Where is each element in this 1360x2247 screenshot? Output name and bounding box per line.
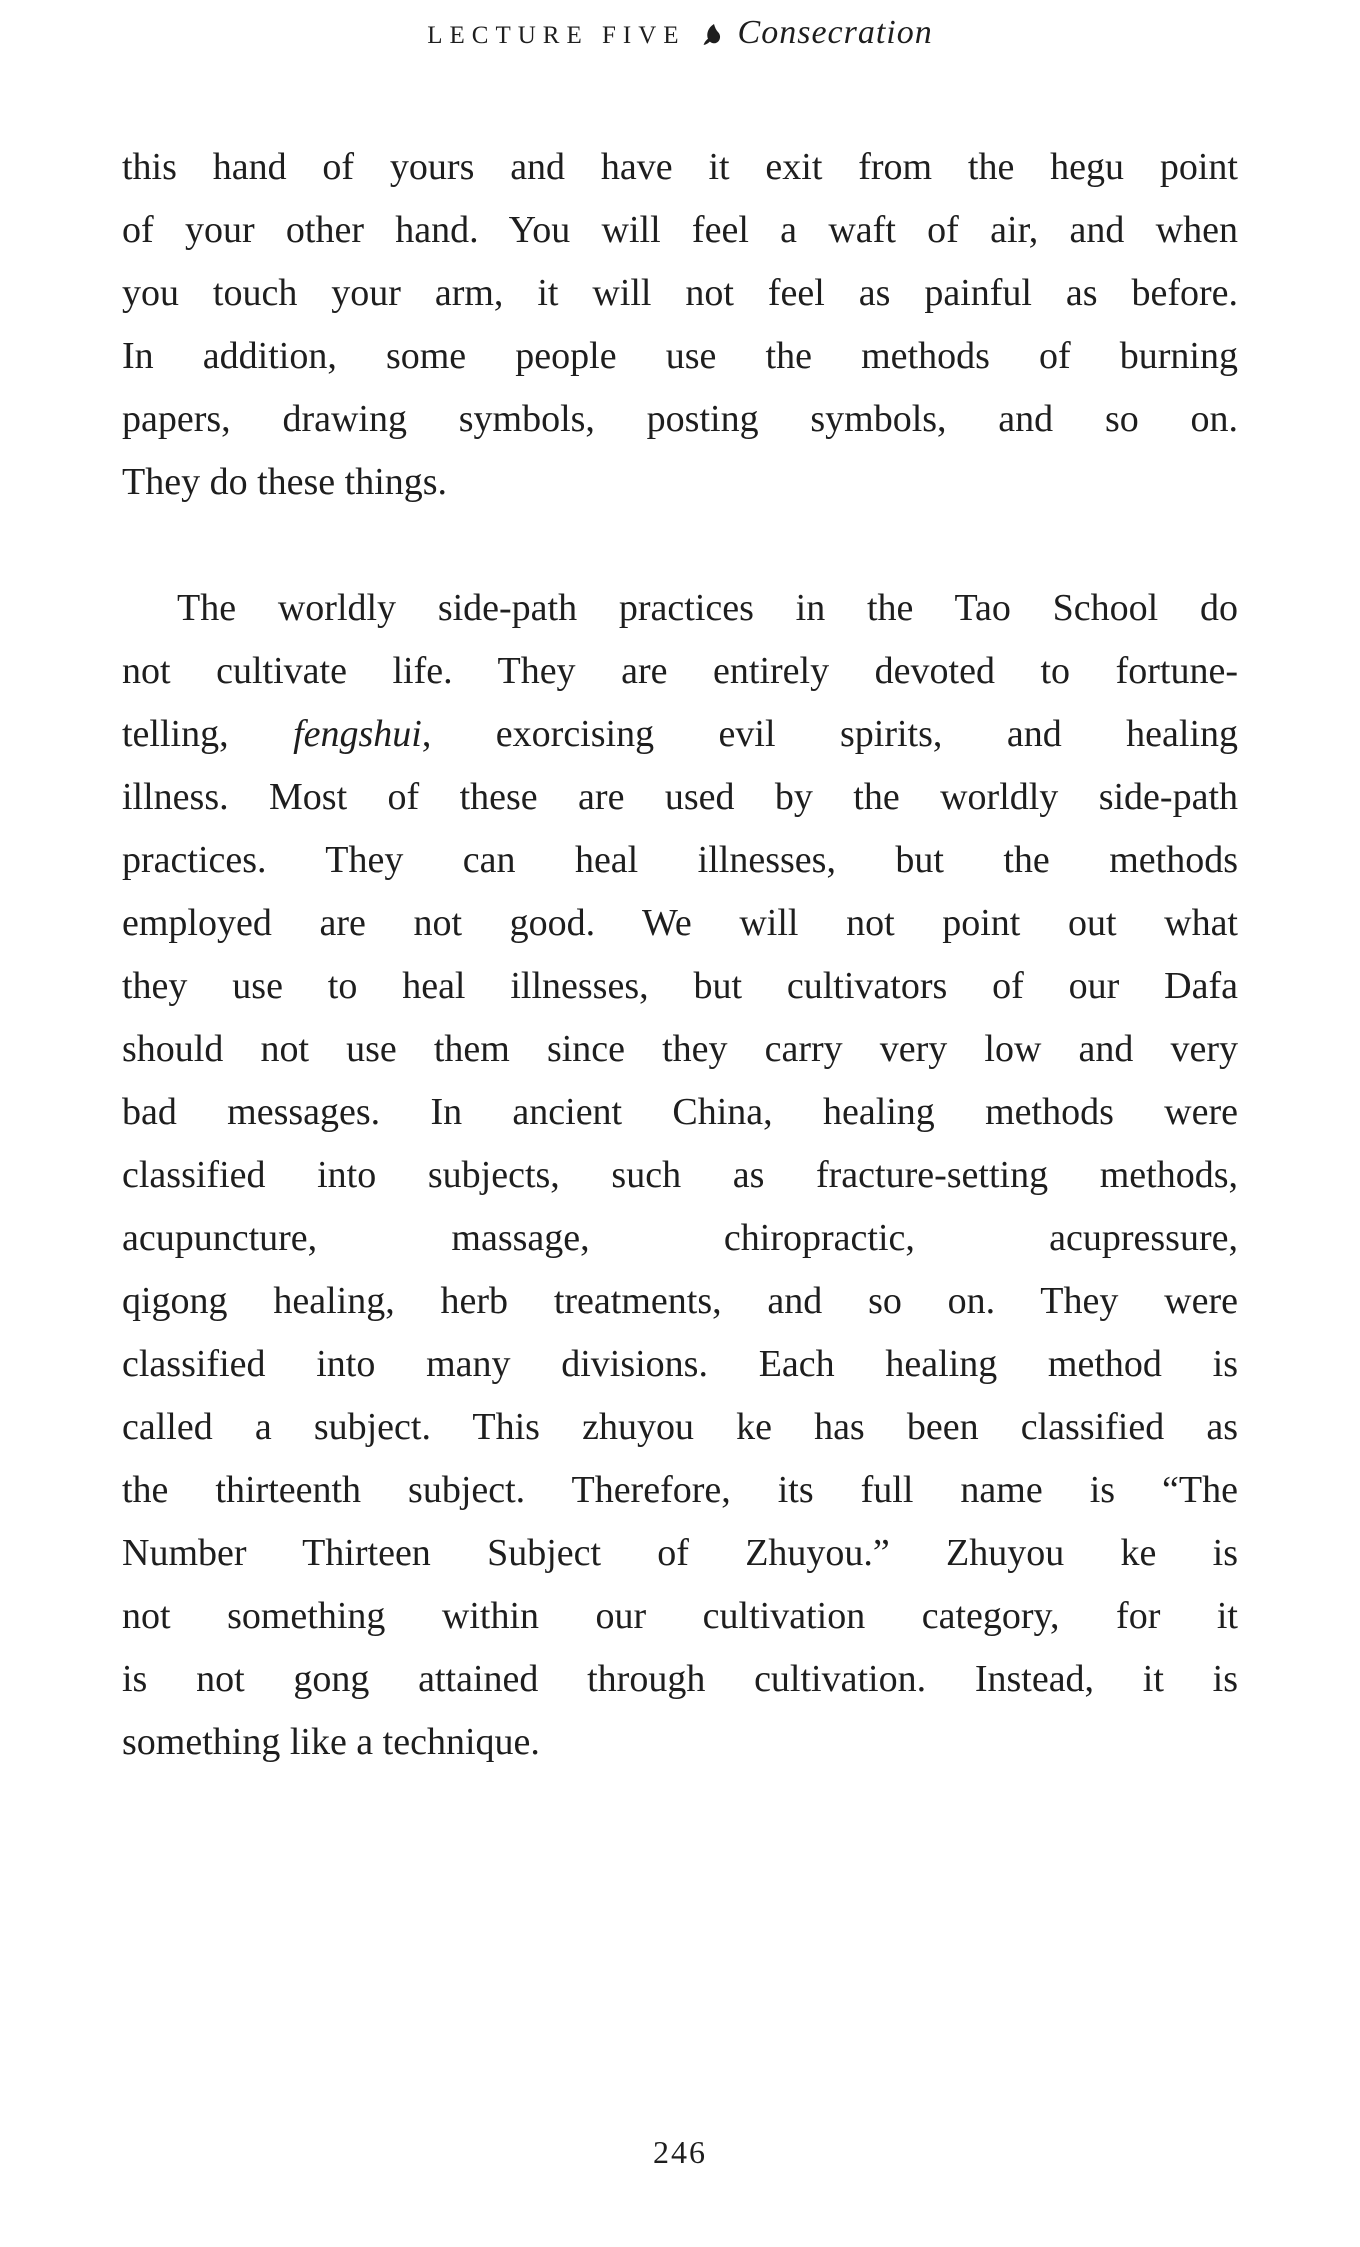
lecture-label: LECTURE FIVE [427,22,686,49]
text-line: classified into many divisions. Each healing method is [122,1343,1238,1385]
text-line: illness. Most of these are used by the worldly side-path [122,776,1238,818]
text-line: called a subject. This zhuyou ke has been classified as [122,1406,1238,1448]
text-line: In addition, some people use the methods of burning [122,335,1238,377]
text-line: papers, drawing symbols, posting symbols, and so on. [122,398,1238,440]
running-header [0,14,1360,52]
text-line: classified into subjects, such as fracture-setting methods, [122,1154,1238,1196]
body-text [122,136,1238,1774]
text-line: The worldly side-path practices in the Tao School do [177,587,1238,629]
leaf-ornament-icon [700,22,726,50]
text-line: qigong healing, herb treatments, and so on. They were [122,1280,1238,1322]
text-line: not cultivate life. They are entirely devoted to fortune- [122,650,1238,692]
text-line: telling, fengshui, exorcising evil spirits, and healing [122,713,1238,755]
page-number: 246 [653,2134,707,2170]
text-line: should not use them since they carry very low and very [122,1028,1238,1070]
paragraph [122,136,1238,514]
text-line: is not gong attained through cultivation. Instead, it is [122,1658,1238,1700]
text-line: you touch your arm, it will not feel as painful as before. [122,272,1238,314]
text-line: something like a technique. [122,1721,540,1763]
text-line: acupuncture, massage, chiropractic, acupressure, [122,1217,1238,1259]
text-line: this hand of yours and have it exit from the hegu point [122,146,1238,188]
text-line: the thirteenth subject. Therefore, its full name is “The [122,1469,1238,1511]
text-line: they use to heal illnesses, but cultivators of our Dafa [122,965,1238,1007]
chapter-title: Consecration [737,14,933,51]
paragraph [122,577,1238,1774]
text-line: bad messages. In ancient China, healing methods were [122,1091,1238,1133]
text-line: of your other hand. You will feel a waft of air, and when [122,209,1238,251]
text-line: employed are not good. We will not point out what [122,902,1238,944]
text-line: not something within our cultivation category, for it [122,1595,1238,1637]
text-line: Number Thirteen Subject of Zhuyou.” Zhuyou ke is [122,1532,1238,1574]
text-line: practices. They can heal illnesses, but the methods [122,839,1238,881]
text-line: They do these things. [122,461,448,503]
